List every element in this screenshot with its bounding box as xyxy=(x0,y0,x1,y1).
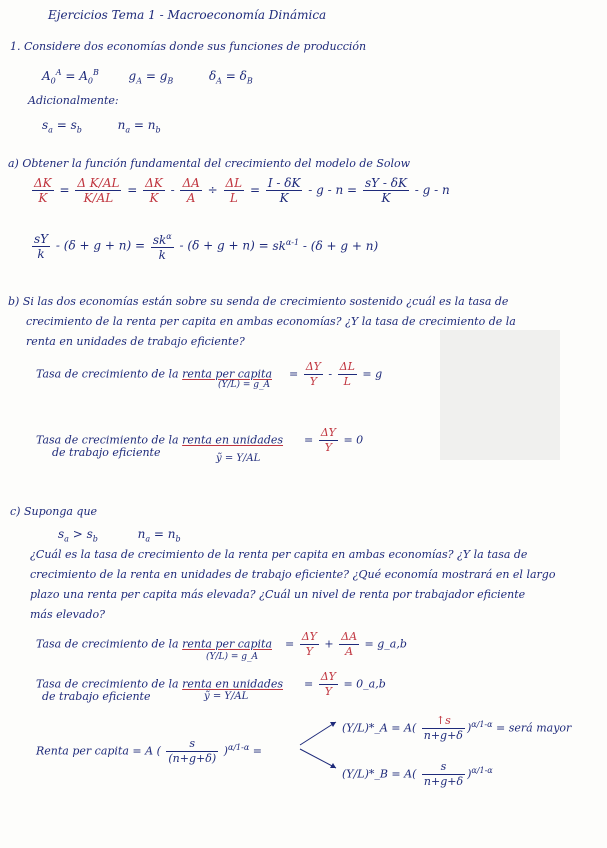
page-title: Ejercicios Tema 1 - Macroeconomía Dinámica xyxy=(48,8,327,22)
qc-branch-a: (Y/L)*_A = A( $\frac{↑s}{n+g+\delta}$ )$^{\alpha/1-\alpha}$ = será mayor xyxy=(342,714,572,742)
branch-a-exp: α/1-α xyxy=(471,719,493,729)
qa-derivation-line2 xyxy=(30,230,378,262)
q1-equations-row1 xyxy=(42,66,253,88)
qa-term-3: $sk^{\alpha-1} - (\delta + g + n)$ xyxy=(272,237,379,253)
q1-adicionalmente: Adicionalmente: xyxy=(28,94,119,107)
frac-branch-a: $\frac{↑s}{n+g+\delta}$ xyxy=(423,714,463,742)
branch-a-lhs: (Y/L)*_A = A xyxy=(342,721,412,735)
qb-statement-line2: crecimiento de la renta per capita en ambas economías? ¿Y la tasa de crecimiento de la xyxy=(26,315,516,328)
qc-tasa2-sub: ỹ = Y/AL xyxy=(204,691,249,702)
qc-tasa2-c: de trabajo eficiente xyxy=(42,690,151,703)
frac-branch-b: $\frac{s}{n+g+\delta}$ xyxy=(423,760,464,788)
qc-tasa1-b: renta per capita xyxy=(182,637,272,651)
frac-dkal-kal: $\frac{\text{Δ K/AL}}{K/AL}$ xyxy=(77,176,120,205)
qb-tasa2-sub: ỹ = Y/AL xyxy=(216,453,261,464)
qb-tasa2-a: Tasa de crecimiento de la xyxy=(36,433,179,447)
arrow-down-line xyxy=(300,749,336,768)
qa-text: Obtener la función fundamental del crecimiento del modelo de Solow xyxy=(22,157,411,170)
qc-tasa1-a: Tasa de crecimiento de la xyxy=(36,637,179,651)
qb-tasa2-eq: = xyxy=(304,433,314,447)
qb-tasa2-res: = 0 xyxy=(343,433,364,447)
qc-statement-line0 xyxy=(10,505,97,519)
qc-tasa2-a: Tasa de crecimiento de la xyxy=(36,677,179,691)
qc-branch-b: (Y/L)*_B = A( $\frac{s}{n+g+\delta}$ )$^{\alpha/1-\alpha}$ xyxy=(342,760,493,788)
qc-renta-paren-close: ) xyxy=(223,744,228,758)
q1-label: 1. xyxy=(10,40,21,53)
qa-term-2: - (δ + g + n) = xyxy=(179,238,269,253)
frac-dl-l-b: $\frac{\Delta L}{L}$ xyxy=(339,360,355,388)
frac-sy-sk: $\frac{sY - \delta K}{K}$ xyxy=(364,176,407,205)
q1-eq-g: $g_A = g_B$ xyxy=(128,69,174,86)
frac-dk-k-2: $\frac{\Delta K}{K}$ xyxy=(145,176,163,205)
qa-line1-rest: - g - n = xyxy=(308,183,358,197)
frac-dl-l: $\frac{\Delta L}{L}$ xyxy=(225,176,243,205)
q1-eq-s: $\delta_A = \delta_B$ xyxy=(208,69,253,86)
frac-dy-y-b2: $\frac{\Delta Y}{Y}$ xyxy=(320,426,336,454)
q1-eq-na: $n_a = n_b$ xyxy=(117,118,161,135)
qa-line1-end: - g - n xyxy=(414,183,450,197)
qb-tasa1-a: Tasa de crecimiento de la xyxy=(36,367,179,381)
frac-dy-y-c2: $\frac{\Delta Y}{Y}$ xyxy=(320,670,336,698)
qb-tasa1-eq: = xyxy=(289,367,299,381)
qa-label: a) xyxy=(8,157,19,170)
frac-dk-k: $\frac{\Delta K}{K}$ xyxy=(34,176,52,205)
arrow-down-head xyxy=(330,763,336,768)
qc-tasa2-b: renta en unidades xyxy=(182,677,284,691)
qc-cond2: $n_a = n_b$ xyxy=(137,527,181,544)
qa-derivation-line1: $\frac{\Delta K}{K}$ = $\frac{\text{Δ K/AL}}{K/AL}$ = $\frac{\Delta K}{K}$ - $\frac{\Delta A}{A}$ ÷ $\frac{\Delta L}{L}$ = $\frac{I - \delta K}{K}$ - g - n = $\frac{sY - \delta K}{K}$ - g - n xyxy=(34,176,450,205)
branch-b-lhs: (Y/L)*_B = A xyxy=(342,767,413,781)
branch-b-exp: α/1-α xyxy=(471,765,493,775)
qb-statement-line1 xyxy=(8,295,508,309)
q1-eq-a: $A_0^A = A_0^B$ xyxy=(42,68,99,86)
qb-statement-line3: renta en unidades de trabajo eficiente? xyxy=(26,335,245,348)
frac-da-a-c: $\frac{\Delta A}{A}$ xyxy=(341,630,358,658)
q1-text: Considere dos economías donde sus funciones de producción xyxy=(24,40,367,53)
qb-tasa1-res: = g xyxy=(362,367,383,381)
qc-renta-paren: ( xyxy=(156,744,161,758)
qc-text0: Suponga que xyxy=(23,505,98,518)
qb-text1: Si las dos economías están sobre su senda de crecimiento sostenido ¿cuál es la tasa de xyxy=(22,295,509,308)
frac-da-a: $\frac{\Delta A}{A}$ xyxy=(182,176,200,205)
qb-tasa2-c: de trabajo eficiente xyxy=(52,446,161,459)
arrow-up-head xyxy=(330,722,336,727)
frac-sk-k: $\frac{sk^\alpha}{k}$ xyxy=(152,232,172,262)
qc-tasa1-res: = g_a,b xyxy=(364,637,407,651)
qc-renta-label: Renta per capita = A xyxy=(36,744,154,758)
qb-tasa2-b: renta en unidades xyxy=(182,433,284,447)
qa-term-1: - (δ + g + n) = xyxy=(55,238,146,253)
qc-statement-line1: ¿Cuál es la tasa de crecimiento de la renta per capita en ambas economías? ¿Y la tasa de xyxy=(30,548,528,561)
q1-statement xyxy=(10,40,366,54)
qc-renta-exp: α/1-α xyxy=(227,742,250,752)
qc-statement-line4: más elevado? xyxy=(30,608,106,621)
qc-tasa1-sub: (Y/L) = g_A xyxy=(206,652,258,662)
q1-eq-sa: $s_a = s_b$ xyxy=(42,118,82,135)
qc-tasa2: Tasa de crecimiento de la renta en unidades = $\frac{\Delta Y}{Y}$ = 0_a,b xyxy=(36,670,386,698)
qb-tasa1: Tasa de crecimiento de la renta per capita = $\frac{\Delta Y}{Y}$ - $\frac{\Delta L}{L}$ = g xyxy=(36,360,383,388)
qc-renta: Renta per capita = A ( $\frac{s}{(n+g+\delta)}$ )$^{\alpha/1-\alpha}$ = xyxy=(36,737,262,765)
qc-label: c) xyxy=(10,505,21,518)
branch-a-note: = será mayor xyxy=(496,721,572,735)
qa-statement xyxy=(8,157,410,171)
bleed-through-shadow xyxy=(440,330,560,460)
qc-statement-line2: crecimiento de la renta en unidades de trabajo eficiente? ¿Qué economía mostrará en el largo xyxy=(30,568,556,581)
frac-s-ngs: $\frac{s}{(n+g+\delta)}$ xyxy=(168,737,217,765)
qb-tasa1-sub: (Y/L) = g_A xyxy=(218,380,270,390)
frac-dy-y-c: $\frac{\Delta Y}{Y}$ xyxy=(301,630,317,658)
frac-dy-y: $\frac{\Delta Y}{Y}$ xyxy=(305,360,321,388)
qb-label: b) xyxy=(8,295,20,308)
qc-tasa2-res: = 0_a,b xyxy=(343,677,386,691)
qc-conditions xyxy=(58,527,181,546)
qc-statement-line3: plazo una renta per capita más elevada? ¿Cuál un nivel de renta por trabajador eficiente xyxy=(30,588,526,601)
q1-equations-row2 xyxy=(42,118,161,137)
frac-i-sk: $\frac{I - \delta K}{K}$ xyxy=(267,176,301,205)
qb-tasa1-b: renta per capita xyxy=(182,367,272,381)
qc-cond1: $s_a > s_b$ xyxy=(58,527,98,544)
frac-sy-k: $\frac{sY}{k}$ xyxy=(34,231,49,261)
arrow-up-line xyxy=(300,722,336,745)
qc-tasa1: Tasa de crecimiento de la renta per capita = $\frac{\Delta Y}{Y}$ + $\frac{\Delta A}{A}$ = g_a,b xyxy=(36,630,407,658)
